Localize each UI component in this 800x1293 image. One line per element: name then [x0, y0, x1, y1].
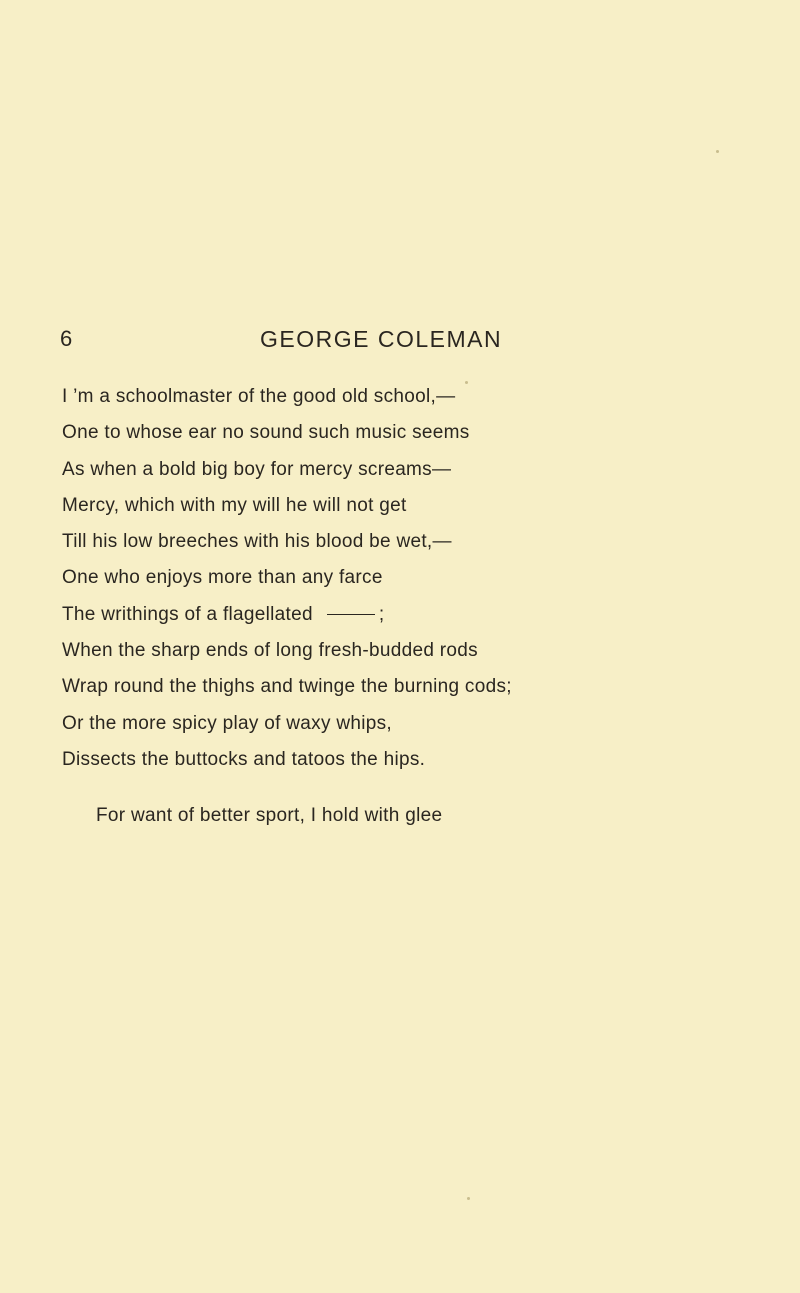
header-title: GEORGE COLEMAN — [260, 326, 503, 352]
poem-line: Till his low breeches with his blood be wet,— — [62, 531, 452, 553]
poem-line: Mercy, which with my will he will not get — [62, 494, 407, 516]
poem-line: One to whose ear no sound such music seems — [62, 422, 470, 444]
paper-speck — [467, 1197, 470, 1200]
poem-line-text: The writhings of a flagellated — [62, 603, 313, 625]
poem-line-censored — [62, 597, 782, 633]
poem-line: Wrap round the thighs and twinge the burning cods; — [62, 676, 512, 698]
poem-line: Dissects the buttocks and tatoos the hips. — [62, 748, 426, 770]
running-header — [60, 326, 550, 358]
poem-body — [62, 379, 782, 835]
poem-line-indented: For want of better sport, I hold with glee — [96, 805, 443, 827]
poem-line: Or the more spicy play of waxy whips, — [62, 712, 392, 734]
poem-line: One who enjoys more than any farce — [62, 567, 383, 589]
censor-dash — [327, 614, 375, 615]
paper-speck — [716, 150, 719, 153]
poem-line: When the sharp ends of long fresh-budded rods — [62, 640, 478, 662]
poem-line: I ’m a schoolmaster of the good old school,— — [62, 386, 456, 407]
page-number: 6 — [60, 326, 73, 351]
stanza-break — [62, 778, 782, 798]
poem-line: As when a bold big boy for mercy screams— — [62, 458, 452, 480]
censor-suffix: ; — [378, 603, 385, 625]
